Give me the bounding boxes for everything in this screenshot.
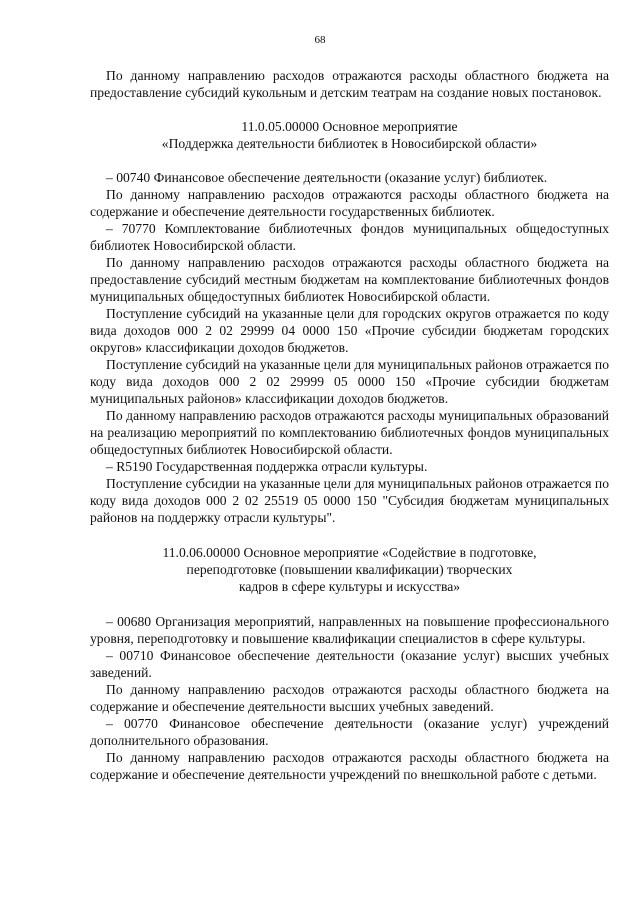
paragraph: По данному направлению расходов отражаются расходы областного бюджета на содержание и обеспечение деятельности высших учебных заведений. (90, 682, 609, 714)
section-heading (90, 118, 609, 152)
section-heading (90, 544, 609, 595)
paragraph: По данному направлению расходов отражаются расходы областного бюджета на предоставление субсидий местным бюджетам на комплектование библиотечных фондов муниципальных общедоступных библиотек Новосибирской области. (90, 255, 609, 304)
paragraph: – R5190 Государственная поддержка отрасли культуры. (106, 459, 428, 474)
paragraph: – 00740 Финансовое обеспечение деятельности (оказание услуг) библиотек. (106, 170, 548, 185)
paragraph: – 70770 Комплектование библиотечных фондов муниципальных общедоступных библиотек Новосибирской области. (90, 221, 609, 253)
section-heading-line: переподготовке (повышении квалификации) творческих (186, 562, 513, 577)
page-number: 68 (314, 34, 326, 46)
paragraph: Поступление субсидий на указанные цели для городских округов отражается по коду вида доходов 000 2 02 29999 04 0000 150 «Прочие субсидии бюджетам городских округов» классификации доходов бюджетов. (90, 306, 609, 355)
section-heading-line: кадров в сфере культуры и искусства» (238, 579, 461, 594)
paragraph: По данному направлению расходов отражаются расходы областного бюджета на предоставление субсидий кукольным и детским театрам на создание новых постановок. (90, 68, 609, 100)
section-heading-line: 11.0.05.00000 Основное мероприятие (241, 119, 458, 134)
section-heading-line: 11.0.06.00000 Основное мероприятие «Содействие в подготовке, (162, 545, 537, 560)
paragraph: Поступление субсидий на указанные цели для муниципальных районов отражается по коду вида доходов 000 2 02 29999 05 0000 150 «Прочие субсидии бюджетам муниципальных районов» классификации доходов бюджетов. (90, 357, 609, 406)
section-heading-line: «Поддержка деятельности библиотек в Новосибирской области» (161, 136, 538, 151)
paragraph: – 00770 Финансовое обеспечение деятельности (оказание услуг) учреждений дополнительного образования. (90, 716, 609, 748)
paragraph: По данному направлению расходов отражаются расходы муниципальных образований на реализацию мероприятий по комплектованию библиотечных фондов муниципальных общедоступных библиотек Новосибирской области. (90, 408, 609, 457)
paragraph: Поступление субсидии на указанные цели для муниципальных районов отражается по коду вида доходов 000 2 02 25519 05 0000 150 "Субсидия бюджетам муниципальных районов на поддержку отрасли культуры". (90, 476, 609, 525)
paragraph: – 00710 Финансовое обеспечение деятельности (оказание услуг) высших учебных заведений. (90, 648, 609, 680)
paragraph: По данному направлению расходов отражаются расходы областного бюджета на содержание и обеспечение деятельности государственных библиотек. (90, 187, 609, 219)
document-body (90, 67, 609, 783)
paragraph: – 00680 Организация мероприятий, направленных на повышение профессионального уровня, переподготовку и повышение квалификации специалистов в сфере культуры. (90, 614, 609, 646)
paragraph: По данному направлению расходов отражаются расходы областного бюджета на содержание и обеспечение деятельности учреждений по внешкольной работе с детьми. (90, 750, 609, 782)
